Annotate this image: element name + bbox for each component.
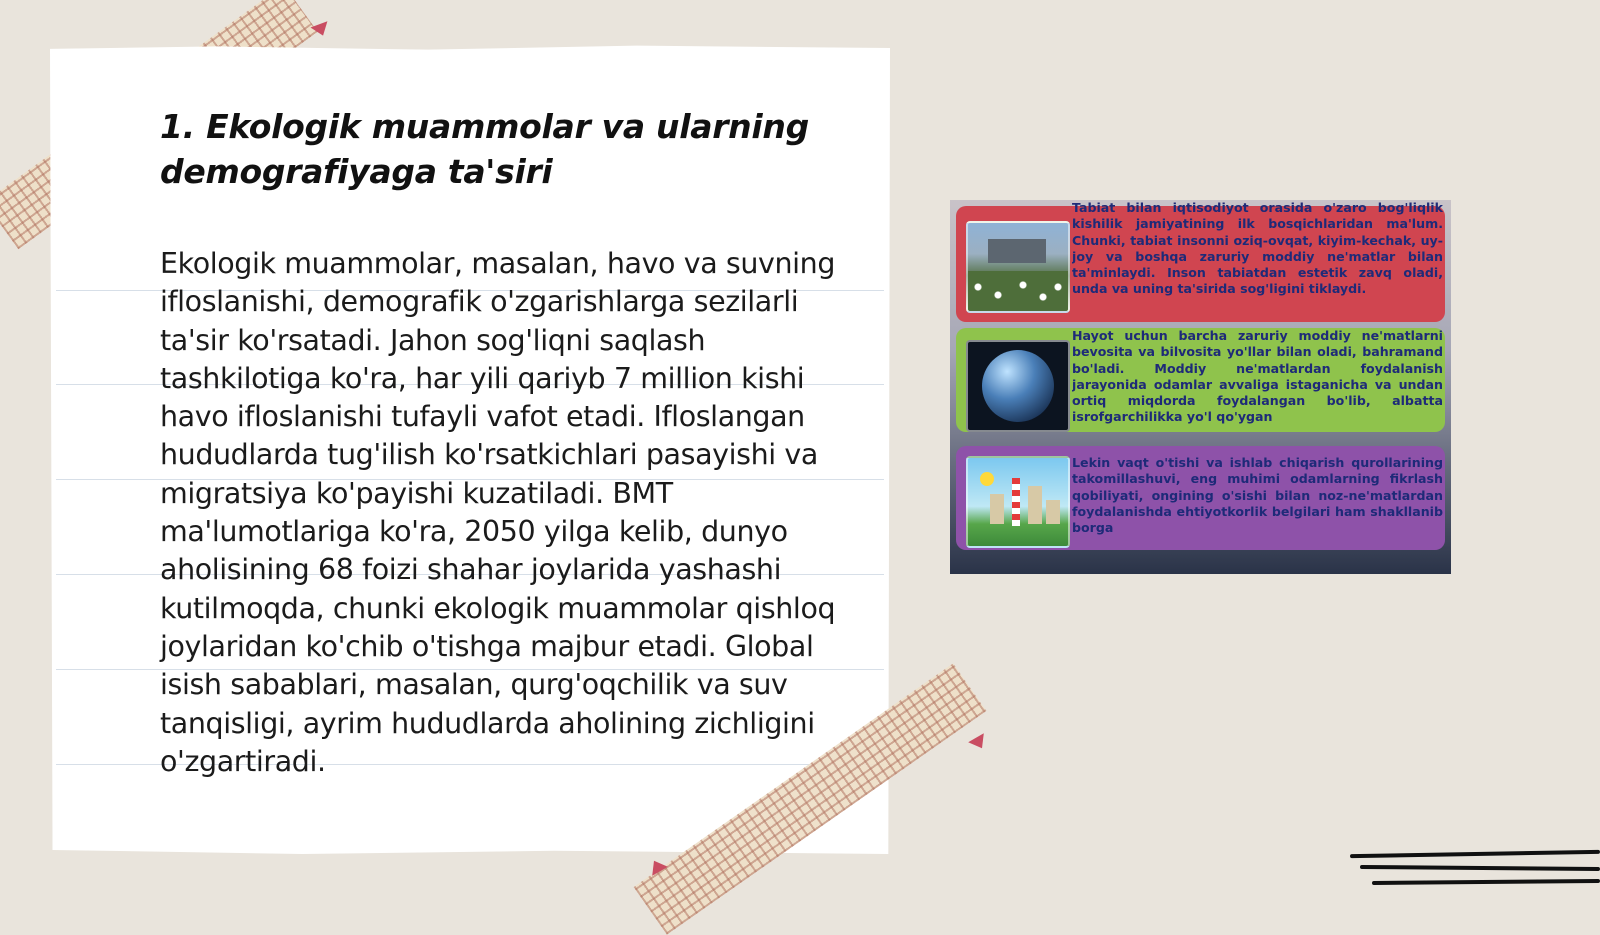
pin-icon	[968, 733, 990, 752]
pin-icon	[310, 21, 331, 38]
city-icon	[966, 456, 1070, 548]
panel-text: Lekin vaqt o'tishi va ishlab chiqarish qurollarining takomillashuvi, eng muhimi odamlarning fikrlash qobiliyati, ongining o'sishi bilan noz-ne'matlardan foydalanishda ehtiyotkorlik belgilari ham shakllanib borga	[1072, 455, 1443, 536]
landscape-icon	[966, 221, 1070, 313]
infographic-image	[950, 200, 1451, 574]
panel-text: Hayot uchun barcha zaruriy moddiy ne'matlarni bevosita va bilvosita yo'llar bilan oladi, bahramand bo'ladi. Moddiy ne'matlardan foydalanish jarayonida odamlar avvaliga istaganicha va undan ortiq miqdorda foydalangan bo'lib, albatta isrofgarchilikka yo'l qo'ygan	[1072, 328, 1443, 425]
scribble-line	[1350, 850, 1600, 858]
slide-body-text: Ekologik muammolar, masalan, havo va suvning ifloslanishi, demografik o'zgarishlarga sezilarli ta'sir ko'rsatadi. Jahon sog'liqni saqlash tashkilotiga ko'ra, har yili qariyb 7 million kishi havo ifloslanishi tufayli vafot etadi. Ifloslangan hududlarda tug'ilish ko'rsatkichlari pasayishi va migratsiya ko'payishi kuzatiladi. BMT ma'lumotlariga ko'ra, 2050 yilga kelib, dunyo aholisining 68 foizi shahar joylarida yashashi kutilmoqda, chunki ekologik muammolar qishloq joylaridan ko'chib o'tishga majbur etadi. Global isish sabablari, masalan, qurg'oqchilik va suv tanqisligi, ayrim hududlarda aholining zichligini o'zgartiradi.	[160, 247, 836, 778]
scribble-line	[1372, 879, 1600, 885]
panel-text: Tabiat bilan iqtisodiyot orasida o'zaro bog'liqlik kishilik jamiyatining ilk bosqichlaridan ma'lum. Chunki, tabiat insonni oziq-ovqat, kiyim-kechak, uy-joy va boshqa zaruriy moddiy ne'matlar bilan ta'minlaydi. Inson tabiatdan estetik zavq oladi, unda va uning ta'sirida sog'ligini tiklaydi.	[1072, 200, 1443, 297]
scribble-line	[1360, 865, 1600, 871]
globe-icon	[966, 340, 1070, 432]
slide-title: 1. Ekologik muammolar va ularning demografiyaga ta'siri	[160, 107, 809, 191]
